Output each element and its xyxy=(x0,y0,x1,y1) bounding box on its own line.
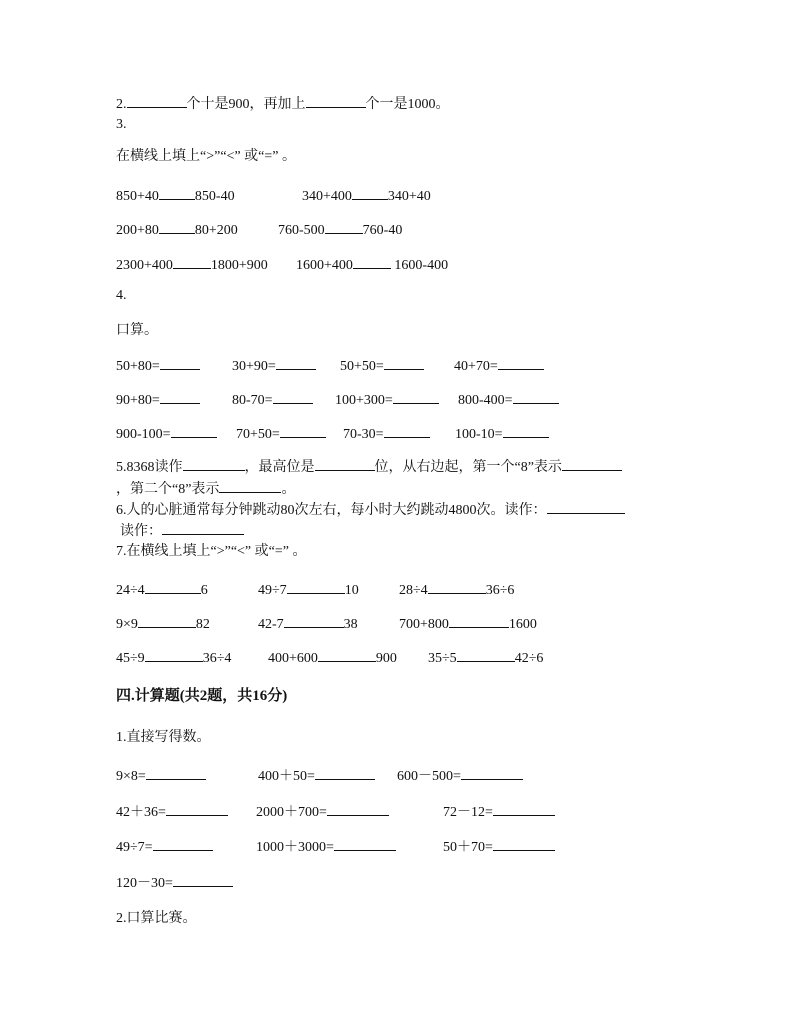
oral-item xyxy=(232,390,313,410)
expr: 49÷7 xyxy=(258,583,287,598)
expr: 10 xyxy=(344,583,359,598)
blank[interactable] xyxy=(493,802,555,816)
calc-item xyxy=(256,837,396,857)
q4-instruction: 口算。 xyxy=(116,323,158,338)
expr: 900 xyxy=(375,651,397,666)
blank[interactable] xyxy=(160,356,200,370)
c2-title: 2.口算比赛。 xyxy=(116,911,197,926)
expr: 36÷4 xyxy=(202,651,232,666)
blank[interactable] xyxy=(384,424,430,438)
expr: 82 xyxy=(195,617,210,632)
blank[interactable] xyxy=(280,424,326,438)
blank[interactable] xyxy=(159,186,195,200)
expr: 200+80 xyxy=(116,223,159,238)
compare-item xyxy=(116,648,231,668)
expr: 1600-400 xyxy=(390,258,449,273)
expr: 70-30= xyxy=(343,427,384,442)
compare-item xyxy=(258,580,359,600)
q5-text: ，第二个“8”表示 xyxy=(116,482,220,497)
q3-row xyxy=(302,186,431,206)
blank[interactable] xyxy=(127,94,187,108)
q5-text: 位，从右边起，第一个“8”表示 xyxy=(374,460,562,475)
blank[interactable] xyxy=(173,873,233,887)
expr: 42-7 xyxy=(258,617,284,632)
calc-item xyxy=(116,837,213,857)
blank[interactable] xyxy=(384,356,424,370)
q3-row xyxy=(116,220,238,240)
blank[interactable] xyxy=(393,390,439,404)
expr: 50+50= xyxy=(340,359,384,374)
q2-prefix: 2. xyxy=(116,97,127,112)
calc-item xyxy=(256,802,389,822)
blank[interactable] xyxy=(162,521,244,535)
oral-item xyxy=(116,424,217,444)
calc-item xyxy=(258,766,375,786)
question-5-cont xyxy=(116,479,295,499)
blank[interactable] xyxy=(219,479,281,493)
blank[interactable] xyxy=(160,390,200,404)
expr: 1600+400 xyxy=(296,258,353,273)
q3-row xyxy=(116,186,235,206)
expr: 42＋36= xyxy=(116,805,166,820)
q3-row xyxy=(278,220,402,240)
blank[interactable] xyxy=(276,356,316,370)
expr: 9×9 xyxy=(116,617,138,632)
blank[interactable] xyxy=(306,94,366,108)
expr: 50＋70= xyxy=(443,840,493,855)
blank[interactable] xyxy=(273,390,313,404)
blank[interactable] xyxy=(461,766,523,780)
blank[interactable] xyxy=(315,766,375,780)
expr: 45÷9 xyxy=(116,651,145,666)
oral-item xyxy=(454,356,544,376)
blank[interactable] xyxy=(146,766,206,780)
expr: 80-70= xyxy=(232,393,273,408)
expr: 340+40 xyxy=(387,189,431,204)
q4-number: 4. xyxy=(116,288,127,303)
blank[interactable] xyxy=(352,186,388,200)
q5-text: 5.8368读作 xyxy=(116,460,183,475)
expr: 850+40 xyxy=(116,189,159,204)
question-2 xyxy=(116,94,450,114)
expr: 38 xyxy=(343,617,358,632)
q2-mid: 个十是900，再加上 xyxy=(186,97,306,112)
question-5 xyxy=(116,457,622,477)
expr: 2300+400 xyxy=(116,258,173,273)
question-6-cont xyxy=(120,521,244,541)
expr: 1600 xyxy=(508,617,537,632)
oral-item xyxy=(232,356,316,376)
blank[interactable] xyxy=(449,614,509,628)
calc-item xyxy=(116,873,233,893)
calc-item xyxy=(443,837,555,857)
blank[interactable] xyxy=(153,837,213,851)
expr: 72－12= xyxy=(443,805,493,820)
expr: 340+400 xyxy=(302,189,352,204)
expr: 100+300= xyxy=(335,393,393,408)
q5-text: 。 xyxy=(281,482,296,497)
expr: 760-500 xyxy=(278,223,325,238)
q3-instruction: 在横线上填上“>”“<” 或“=” 。 xyxy=(116,149,296,164)
expr: 40+70= xyxy=(454,359,498,374)
oral-item xyxy=(343,424,430,444)
q3-row xyxy=(296,255,448,275)
blank[interactable] xyxy=(166,802,228,816)
expr: 760-40 xyxy=(362,223,403,238)
blank[interactable] xyxy=(353,255,391,269)
expr: 600－500= xyxy=(397,769,461,784)
question-6 xyxy=(116,500,625,520)
expr: 120－30= xyxy=(116,876,173,891)
blank[interactable] xyxy=(334,837,396,851)
blank[interactable] xyxy=(325,220,363,234)
section-title: 四.计算题(共2题，共16分) xyxy=(116,688,288,704)
q6-text: 读作： xyxy=(120,524,162,539)
blank[interactable] xyxy=(145,648,203,662)
blank[interactable] xyxy=(145,580,201,594)
compare-item xyxy=(428,648,543,668)
q6-text: 6.人的心脏通常每分钟跳动80次左右，每小时大约跳动4800次。读作： xyxy=(116,503,547,518)
q3-number: 3. xyxy=(116,117,127,132)
expr: 42÷6 xyxy=(514,651,544,666)
blank[interactable] xyxy=(493,837,555,851)
expr: 28÷4 xyxy=(399,583,428,598)
expr: 2000＋700= xyxy=(256,805,327,820)
calc-item xyxy=(397,766,523,786)
expr: 850-40 xyxy=(194,189,235,204)
blank[interactable] xyxy=(159,220,195,234)
expr: 24÷4 xyxy=(116,583,145,598)
expr: 400＋50= xyxy=(258,769,315,784)
expr: 90+80= xyxy=(116,393,160,408)
compare-item xyxy=(399,580,514,600)
expr: 35÷5 xyxy=(428,651,457,666)
blank[interactable] xyxy=(287,580,345,594)
oral-item xyxy=(116,356,200,376)
blank[interactable] xyxy=(498,356,544,370)
q7-instruction: 7.在横线上填上“>”“<” 或“=” 。 xyxy=(116,544,307,559)
blank[interactable] xyxy=(562,457,622,471)
blank[interactable] xyxy=(173,255,211,269)
q3-row xyxy=(116,255,268,275)
oral-item xyxy=(455,424,549,444)
blank[interactable] xyxy=(547,500,625,514)
expr: 700+800 xyxy=(399,617,449,632)
oral-item xyxy=(236,424,326,444)
compare-item xyxy=(116,580,208,600)
blank[interactable] xyxy=(171,424,217,438)
compare-item xyxy=(268,648,397,668)
calc-item xyxy=(116,802,228,822)
blank[interactable] xyxy=(138,614,196,628)
blank[interactable] xyxy=(428,580,486,594)
q2-end: 个一是1000。 xyxy=(365,97,450,112)
blank[interactable] xyxy=(315,457,375,471)
oral-item xyxy=(335,390,439,410)
blank[interactable] xyxy=(183,457,245,471)
expr: 900-100= xyxy=(116,427,171,442)
blank[interactable] xyxy=(327,802,389,816)
blank[interactable] xyxy=(457,648,515,662)
blank[interactable] xyxy=(318,648,376,662)
blank[interactable] xyxy=(284,614,344,628)
expr: 36÷6 xyxy=(485,583,515,598)
expr: 100-10= xyxy=(455,427,503,442)
expr: 1000＋3000= xyxy=(256,840,334,855)
expr: 800-400= xyxy=(458,393,513,408)
calc-item xyxy=(116,766,206,786)
blank[interactable] xyxy=(513,390,559,404)
calc-item xyxy=(443,802,555,822)
expr: 400+600 xyxy=(268,651,318,666)
q5-text: ，最高位是 xyxy=(244,460,315,475)
expr: 6 xyxy=(200,583,208,598)
expr: 49÷7= xyxy=(116,840,153,855)
expr: 1800+900 xyxy=(210,258,268,273)
expr: 9×8= xyxy=(116,769,146,784)
c1-title: 1.直接写得数。 xyxy=(116,730,211,745)
compare-item xyxy=(258,614,358,634)
expr: 70+50= xyxy=(236,427,280,442)
expr: 50+80= xyxy=(116,359,160,374)
compare-item xyxy=(399,614,537,634)
oral-item xyxy=(116,390,200,410)
oral-item xyxy=(340,356,424,376)
compare-item xyxy=(116,614,210,634)
blank[interactable] xyxy=(503,424,549,438)
expr: 30+90= xyxy=(232,359,276,374)
expr: 80+200 xyxy=(194,223,238,238)
oral-item xyxy=(458,390,559,410)
